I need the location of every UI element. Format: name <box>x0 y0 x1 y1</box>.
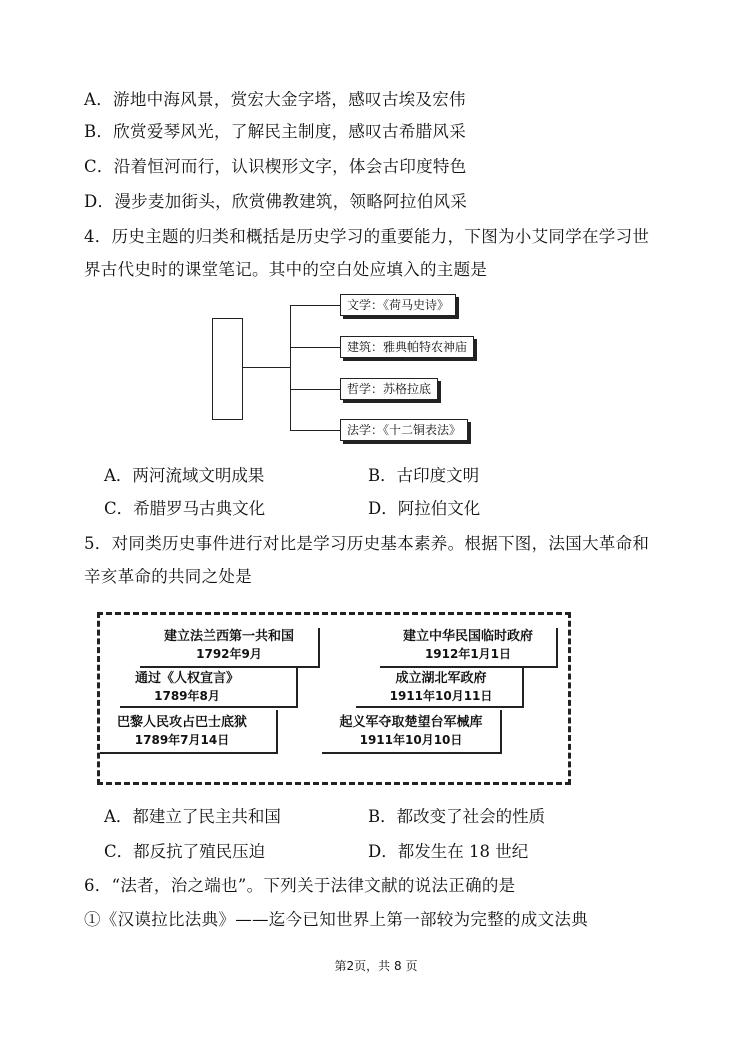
q4-item-architecture: 建筑：雅典帕特农神庙 <box>340 336 474 358</box>
q5-right-event-2-title: 成立湖北军政府 <box>395 671 487 686</box>
q5-left-event-1-title: 建立法兰西第一共和国 <box>163 629 294 644</box>
q4-branch-3 <box>290 389 340 390</box>
q4-connector-main <box>242 367 290 368</box>
q5-right-event-2 <box>366 670 516 704</box>
q5-right-event-1 <box>380 628 556 662</box>
q3-option-c: C．沿着恒河而行，认识楔形文字，体会古印度特色 <box>84 157 467 176</box>
q5-option-c: C．都反抗了殖民压迫 <box>104 842 266 861</box>
q4-option-c: C．希腊罗马古典文化 <box>104 499 266 518</box>
q5-left-event-2 <box>112 670 262 704</box>
q4-option-b: B．古印度文明 <box>368 466 480 485</box>
q3-option-d: D．漫步麦加街头，欣赏佛教建筑，领略阿拉伯风采 <box>84 192 468 211</box>
q4-branch-1 <box>290 305 340 306</box>
q5-stem-line2: 辛亥革命的共同之处是 <box>84 567 252 586</box>
q5-right-event-3-date: 1911年10月10日 <box>359 733 463 747</box>
q4-branch-2 <box>290 347 340 348</box>
q5-right-event-1-date: 1912年1月1日 <box>424 647 512 661</box>
q5-left-event-1-date: 1792年9月 <box>196 647 262 661</box>
q5-left-event-1 <box>140 628 318 662</box>
q4-stem-line1: 4．历史主题的归类和概括是历史学习的重要能力，下图为小艾同学在学习世 <box>84 227 650 246</box>
q5-right-event-3 <box>322 714 500 748</box>
q4-item-literature: 文学：《荷马史诗》 <box>340 294 456 316</box>
q5-right-event-3-title: 起义军夺取楚望台军械库 <box>339 715 483 730</box>
q6-stem: 6．“法者，治之端也”。下列关于法律文献的说法正确的是 <box>84 876 516 895</box>
q5-left-event-3-title: 巴黎人民攻占巴士底狱 <box>116 715 247 730</box>
q4-item-philosophy: 哲学：苏格拉底 <box>340 378 438 400</box>
q5-stem-line1: 5．对同类历史事件进行对比是学习历史基本素养。根据下图，法国大革命和 <box>84 534 650 553</box>
q4-option-d: D．阿拉伯文化 <box>368 499 481 518</box>
q5-option-a: A．都建立了民主共和国 <box>104 807 281 826</box>
page-number-footer: 第2页，共 8 页 <box>334 959 418 973</box>
q4-branch-4 <box>290 430 340 431</box>
q5-option-d: D．都发生在 18 世纪 <box>368 842 529 861</box>
q4-connector-trunk <box>290 305 291 430</box>
q4-blank-box <box>212 318 243 420</box>
q4-item-law: 法学：《十二铜表法》 <box>340 419 468 441</box>
q5-left-event-2-title: 通过《人权宣言》 <box>134 671 239 686</box>
q3-option-b: B．欣赏爱琴风光，了解民主制度，感叹古希腊风采 <box>84 122 467 141</box>
q5-right-event-2-date: 1911年10月11日 <box>389 689 493 703</box>
q5-left-event-2-date: 1789年8月 <box>154 689 220 703</box>
q3-option-a: A．游地中海风景，赏宏大金字塔，感叹古埃及宏伟 <box>84 90 466 109</box>
q5-left-event-3 <box>94 714 270 748</box>
q5-left-event-3-date: 1789年7月14日 <box>134 733 230 747</box>
q5-right-event-1-title: 建立中华民国临时政府 <box>402 629 533 644</box>
q4-option-a: A．两河流域文明成果 <box>104 466 265 485</box>
q4-stem-line2: 界古代史时的课堂笔记。其中的空白处应填入的主题是 <box>84 260 488 279</box>
q5-option-b: B．都改变了社会的性质 <box>368 807 546 826</box>
q6-item-1: ①《汉谟拉比法典》——迄今已知世界上第一部较为完整的成文法典 <box>84 910 588 929</box>
